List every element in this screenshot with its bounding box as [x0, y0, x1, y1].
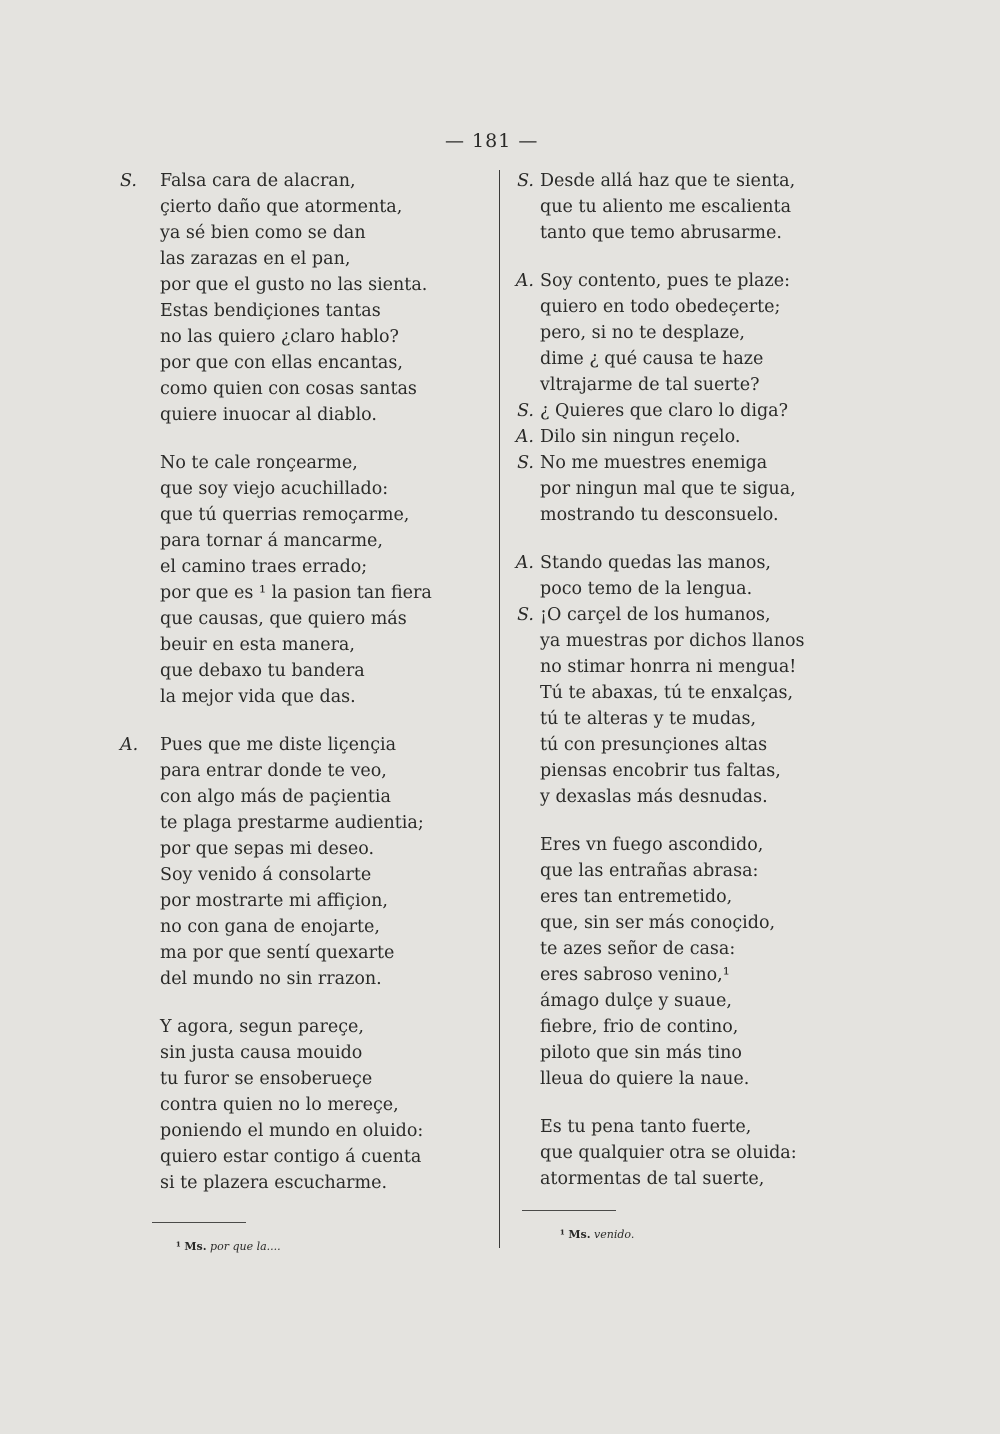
stanza — [500, 268, 820, 528]
verse-text: pero, si no te desplaze, — [540, 323, 745, 343]
speaker-label — [120, 450, 160, 476]
speaker-label — [120, 632, 160, 658]
verse-line — [120, 684, 480, 710]
verse-line — [500, 832, 820, 858]
speaker-label: S. — [517, 605, 534, 625]
verse-text: ya sé bien como se dan — [160, 223, 366, 243]
verse-text: vltrajarme de tal suerte? — [540, 375, 760, 395]
verse-text: Desde allá haz que te sienta, — [540, 171, 796, 191]
speaker-label — [500, 680, 540, 706]
speaker-label — [120, 914, 160, 940]
right-footnote-rule — [522, 1210, 616, 1211]
verse-text: y dexaslas más desnudas. — [540, 787, 768, 807]
speaker-label — [500, 1014, 540, 1040]
verse-text: ¡O carçel de los humanos, — [540, 605, 771, 625]
verse-text: poco temo de la lengua. — [540, 579, 753, 599]
verse-line — [500, 550, 820, 576]
verse-line — [500, 1014, 820, 1040]
verse-text: con algo más de paçientia — [160, 787, 391, 807]
verse-line — [120, 862, 480, 888]
speaker-label — [500, 910, 540, 936]
left-column — [120, 168, 480, 1218]
verse-text: No me muestres enemiga — [540, 453, 768, 473]
speaker-label — [500, 654, 540, 680]
verse-line — [120, 580, 480, 606]
speaker-label — [500, 884, 540, 910]
verse-line — [120, 658, 480, 684]
verse-text: dime ¿ qué causa te haze — [540, 349, 764, 369]
speaker-label — [500, 936, 540, 962]
verse-text: Es tu pena tanto fuerte, — [540, 1117, 752, 1137]
verse-line — [120, 246, 480, 272]
speaker-label — [120, 1092, 160, 1118]
verse-text: Soy contento, pues te plaze: — [540, 271, 790, 291]
verse-text: atormentas de tal suerte, — [540, 1169, 765, 1189]
speaker-label — [120, 1040, 160, 1066]
speaker-label — [500, 1040, 540, 1066]
speaker-label — [120, 350, 160, 376]
verse-line — [120, 220, 480, 246]
verse-line — [500, 654, 820, 680]
verse-line — [120, 528, 480, 554]
speaker-label — [500, 832, 540, 858]
verse-text: Soy venido á consolarte — [160, 865, 372, 885]
verse-line — [500, 1066, 820, 1092]
speaker-label — [120, 272, 160, 298]
verse-text: sin justa causa mouido — [160, 1043, 363, 1063]
stanza — [120, 1014, 480, 1196]
speaker-label — [120, 476, 160, 502]
stanza — [500, 1114, 820, 1192]
verse-line — [120, 476, 480, 502]
footnote-label: Ms. — [184, 1240, 207, 1253]
stanza — [120, 450, 480, 710]
verse-line — [120, 606, 480, 632]
speaker-label — [120, 554, 160, 580]
verse-line — [120, 1066, 480, 1092]
speaker-label — [500, 1114, 540, 1140]
verse-line — [500, 168, 820, 194]
stanza — [500, 168, 820, 246]
speaker-label: A. — [515, 553, 534, 573]
speaker-label — [120, 606, 160, 632]
verse-text: ¿ Quieres que claro lo diga? — [540, 401, 788, 421]
verse-line — [120, 502, 480, 528]
speaker-label — [120, 940, 160, 966]
verse-text: del mundo no sin rrazon. — [160, 969, 382, 989]
verse-text: para entrar donde te veo, — [160, 761, 387, 781]
speaker-label — [500, 1140, 540, 1166]
speaker-label: S. — [517, 171, 534, 191]
verse-line — [500, 1114, 820, 1140]
verse-line — [120, 888, 480, 914]
verse-line — [120, 758, 480, 784]
speaker-label — [500, 294, 540, 320]
verse-line — [500, 680, 820, 706]
verse-text: ámago dulçe y suaue, — [540, 991, 732, 1011]
verse-line — [500, 910, 820, 936]
verse-line — [120, 784, 480, 810]
stanza — [120, 168, 480, 428]
verse-text: eres sabroso venino,¹ — [540, 965, 730, 985]
verse-line — [500, 576, 820, 602]
verse-line — [120, 810, 480, 836]
speaker-label — [120, 1144, 160, 1170]
footnote-mark: ¹ — [176, 1240, 181, 1253]
verse-line — [120, 450, 480, 476]
verse-text: como quien con cosas santas — [160, 379, 417, 399]
verse-line — [120, 1014, 480, 1040]
verse-text: que debaxo tu bandera — [160, 661, 365, 681]
verse-text: tu furor se ensoberueçe — [160, 1069, 373, 1089]
speaker-label — [500, 706, 540, 732]
verse-text: que tú querrias remoçarme, — [160, 505, 410, 525]
verse-text: no con gana de enojarte, — [160, 917, 380, 937]
verse-text: Dilo sin ningun reçelo. — [540, 427, 741, 447]
verse-line — [120, 632, 480, 658]
stanza — [120, 732, 480, 992]
verse-line — [120, 1144, 480, 1170]
verse-text: Estas bendiçiones tantas — [160, 301, 381, 321]
speaker-label — [120, 1170, 160, 1196]
verse-line — [120, 350, 480, 376]
verse-line — [120, 298, 480, 324]
verse-text: tú te alteras y te mudas, — [540, 709, 757, 729]
speaker-label — [500, 988, 540, 1014]
speaker-label — [500, 1166, 540, 1192]
verse-line — [120, 1118, 480, 1144]
speaker-label — [120, 580, 160, 606]
speaker-label — [500, 758, 540, 784]
verse-text: Eres vn fuego ascondido, — [540, 835, 764, 855]
speaker-label — [500, 502, 540, 528]
speaker-label — [500, 372, 540, 398]
verse-line — [120, 1040, 480, 1066]
verse-line — [500, 476, 820, 502]
speaker-label — [120, 1066, 160, 1092]
verse-text: beuir en esta manera, — [160, 635, 355, 655]
speaker-label — [500, 194, 540, 220]
right-footnote — [560, 1228, 634, 1241]
verse-text: no stimar honrra ni mengua! — [540, 657, 797, 677]
speaker-label — [120, 836, 160, 862]
verse-line — [500, 194, 820, 220]
speaker-label: S. — [517, 453, 534, 473]
verse-line — [500, 372, 820, 398]
verse-line — [120, 194, 480, 220]
verse-text: quiero estar contigo á cuenta — [160, 1147, 422, 1167]
verse-text: tanto que temo abrusarme. — [540, 223, 782, 243]
verse-line — [500, 1166, 820, 1192]
verse-line — [120, 402, 480, 428]
speaker-label — [500, 784, 540, 810]
verse-line — [500, 502, 820, 528]
verse-text: Y agora, segun pareçe, — [160, 1017, 364, 1037]
page-number: — 181 — — [445, 130, 539, 152]
speaker-label — [500, 628, 540, 654]
verse-line — [500, 784, 820, 810]
verse-text: que causas, que quiero más — [160, 609, 407, 629]
verse-text: si te plazera escucharme. — [160, 1173, 388, 1193]
verse-line — [500, 424, 820, 450]
verse-text: que las entrañas abrasa: — [540, 861, 759, 881]
verse-text: te plaga prestarme audientia; — [160, 813, 424, 833]
verse-line — [120, 1092, 480, 1118]
verse-line — [120, 732, 480, 758]
verse-line — [120, 324, 480, 350]
verse-line — [500, 732, 820, 758]
verse-text: para tornar á mancarme, — [160, 531, 383, 551]
verse-text: Tú te abaxas, tú te enxalças, — [540, 683, 794, 703]
verse-text: çierto daño que atormenta, — [160, 197, 403, 217]
speaker-label — [120, 862, 160, 888]
verse-text: que qualquier otra se oluida: — [540, 1143, 797, 1163]
verse-text: no las quiero ¿claro hablo? — [160, 327, 399, 347]
verse-line — [500, 268, 820, 294]
verse-line — [500, 320, 820, 346]
verse-line — [500, 220, 820, 246]
speaker-label — [120, 502, 160, 528]
verse-line — [500, 1040, 820, 1066]
speaker-label — [500, 346, 540, 372]
verse-text: por que sepas mi deseo. — [160, 839, 375, 859]
verse-line — [500, 758, 820, 784]
speaker-label — [120, 758, 160, 784]
speaker-label — [500, 576, 540, 602]
right-column — [500, 168, 820, 1214]
verse-text: por que es ¹ la pasion tan fiera — [160, 583, 432, 603]
speaker-label — [500, 858, 540, 884]
verse-line — [500, 398, 820, 424]
speaker-label — [120, 376, 160, 402]
verse-line — [120, 836, 480, 862]
footnote-label: Ms. — [568, 1228, 591, 1241]
verse-text: eres tan entremetido, — [540, 887, 733, 907]
verse-line — [120, 1170, 480, 1196]
speaker-label — [120, 684, 160, 710]
footnote-mark: ¹ — [560, 1228, 565, 1241]
verse-text: quiere inuocar al diablo. — [160, 405, 377, 425]
speaker-label — [120, 220, 160, 246]
verse-line — [500, 1140, 820, 1166]
speaker-label: A. — [515, 427, 534, 447]
footnote-text: por que la.... — [210, 1240, 281, 1253]
speaker-label — [120, 402, 160, 428]
verse-text: poniendo el mundo en oluido: — [160, 1121, 424, 1141]
verse-text: las zarazas en el pan, — [160, 249, 351, 269]
left-footnote — [176, 1240, 281, 1253]
speaker-label — [500, 220, 540, 246]
verse-text: por que con ellas encantas, — [160, 353, 403, 373]
verse-line — [500, 988, 820, 1014]
speaker-label — [500, 732, 540, 758]
speaker-label — [120, 528, 160, 554]
stanza — [500, 832, 820, 1092]
speaker-label — [500, 320, 540, 346]
speaker-label — [120, 888, 160, 914]
verse-text: por que el gusto no las sienta. — [160, 275, 428, 295]
verse-line — [120, 554, 480, 580]
stanza — [500, 550, 820, 810]
speaker-label — [120, 324, 160, 350]
verse-line — [500, 346, 820, 372]
verse-text: que soy viejo acuchillado: — [160, 479, 389, 499]
speaker-label — [500, 476, 540, 502]
speaker-label: S. — [120, 171, 137, 191]
verse-text: por ningun mal que te sigua, — [540, 479, 796, 499]
speaker-label: A. — [515, 271, 534, 291]
verse-text: la mejor vida que das. — [160, 687, 356, 707]
verse-text: piensas encobrir tus faltas, — [540, 761, 781, 781]
speaker-label — [120, 810, 160, 836]
verse-line — [500, 858, 820, 884]
speaker-label — [500, 1066, 540, 1092]
left-footnote-rule — [152, 1222, 246, 1223]
verse-text: por mostrarte mi affiçion, — [160, 891, 388, 911]
speaker-label: A. — [120, 735, 139, 755]
verse-line — [120, 966, 480, 992]
verse-text: lleua do quiere la naue. — [540, 1069, 750, 1089]
speaker-label — [120, 246, 160, 272]
verse-line — [500, 602, 820, 628]
verse-text: que tu aliento me escalienta — [540, 197, 792, 217]
speaker-label — [120, 298, 160, 324]
verse-line — [120, 376, 480, 402]
verse-line — [120, 272, 480, 298]
verse-text: quiero en todo obedeçerte; — [540, 297, 781, 317]
verse-text: Stando quedas las manos, — [540, 553, 771, 573]
speaker-label — [120, 658, 160, 684]
verse-text: contra quien no lo mereçe, — [160, 1095, 399, 1115]
footnote-text: venido. — [594, 1228, 635, 1241]
verse-line — [500, 628, 820, 654]
verse-line — [500, 450, 820, 476]
verse-text: tú con presunçiones altas — [540, 735, 768, 755]
verse-line — [120, 168, 480, 194]
verse-text: que, sin ser más conoçido, — [540, 913, 776, 933]
speaker-label: S. — [517, 401, 534, 421]
speaker-label — [120, 1118, 160, 1144]
verse-text: Pues que me diste liçençia — [160, 735, 397, 755]
verse-text: ya muestras por dichos llanos — [540, 631, 805, 651]
verse-line — [120, 914, 480, 940]
verse-text: Falsa cara de alacran, — [160, 171, 356, 191]
verse-text: piloto que sin más tino — [540, 1043, 742, 1063]
verse-text: te azes señor de casa: — [540, 939, 736, 959]
verse-line — [500, 962, 820, 988]
verse-line — [500, 936, 820, 962]
speaker-label — [120, 194, 160, 220]
verse-text: mostrando tu desconsuelo. — [540, 505, 779, 525]
verse-text: fiebre, frio de contino, — [540, 1017, 739, 1037]
speaker-label — [500, 962, 540, 988]
verse-text: ma por que sentí quexarte — [160, 943, 395, 963]
speaker-label — [120, 784, 160, 810]
speaker-label — [120, 966, 160, 992]
verse-line — [500, 706, 820, 732]
verse-text: el camino traes errado; — [160, 557, 368, 577]
verse-line — [120, 940, 480, 966]
speaker-label — [120, 1014, 160, 1040]
verse-text: No te cale ronçearme, — [160, 453, 358, 473]
verse-line — [500, 884, 820, 910]
verse-line — [500, 294, 820, 320]
